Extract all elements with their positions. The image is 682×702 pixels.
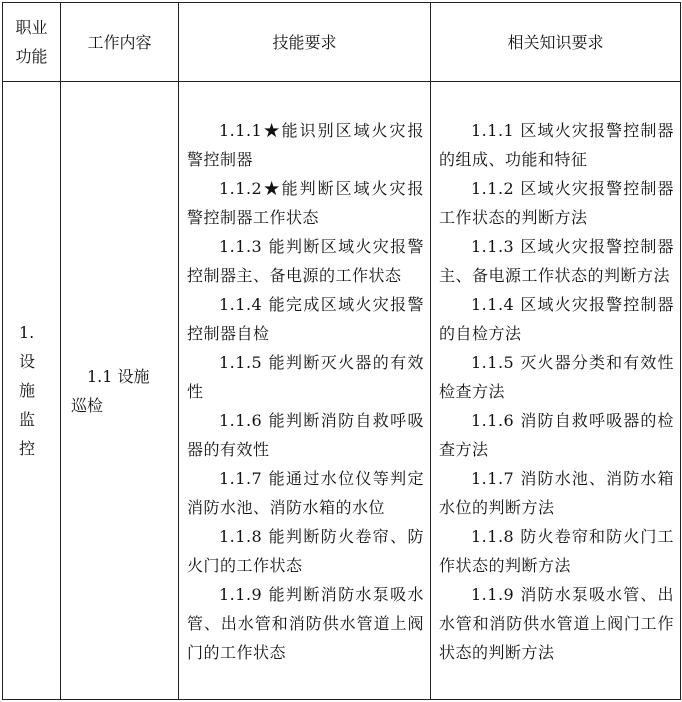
knowledge-item: 1.1.6 消防自救呼吸器的检查方法 (439, 411, 674, 459)
skill-standard-table (2, 2, 681, 700)
skill-item: 1.1.1★能识别区域火灾报警控制器 (187, 121, 424, 169)
knowledge-item: 1.1.3 区域火灾报警控制器主、备电源工作状态的判断方法 (439, 237, 674, 285)
work-content-line1: 1.1 设施 (87, 366, 150, 386)
skill-item: 1.1.6 能判断消防自救呼吸器的有效性 (187, 411, 424, 459)
job-function-char: 设 (19, 352, 36, 371)
knowledge-requirements-cell (431, 82, 681, 700)
skill-requirements-cell (179, 82, 431, 700)
knowledge-item: 1.1.5 灭火器分类和有效性检查方法 (439, 353, 674, 401)
job-function-number: 1. (19, 323, 35, 342)
work-content-cell (61, 82, 179, 700)
skill-item: 1.1.3 能判断区域火灾报警控制器主、备电源的工作状态 (187, 237, 424, 285)
job-function-cell (3, 82, 61, 700)
header-knowledge-requirements: 相关知识要求 (431, 3, 681, 82)
skill-item: 1.1.2★能判断区域火灾报警控制器工作状态 (187, 179, 424, 227)
skill-item: 1.1.7 能通过水位仪等判定消防水池、消防水箱的水位 (187, 469, 424, 517)
table-header-row (3, 3, 681, 82)
job-function-char: 监 (19, 410, 36, 429)
knowledge-item: 1.1.4 区域火灾报警控制器的自检方法 (439, 295, 674, 343)
header-job-function-line1: 职业 (15, 18, 48, 37)
skill-item: 1.1.5 能判断灭火器的有效性 (187, 353, 424, 401)
skill-item: 1.1.4 能完成区域火灾报警控制器自检 (187, 295, 424, 343)
header-job-function (3, 3, 61, 82)
knowledge-item: 1.1.9 消防水泵吸水管、出水管和消防供水管道上阀门工作状态的判断方法 (439, 585, 674, 662)
knowledge-item: 1.1.7 消防水池、消防水箱水位的判断方法 (439, 469, 674, 517)
header-work-content: 工作内容 (61, 3, 179, 82)
job-function-char: 施 (19, 381, 36, 400)
skill-item: 1.1.9 能判断消防水泵吸水管、出水管和消防供水管道上阀门的工作状态 (187, 585, 424, 662)
header-job-function-line2: 功能 (15, 47, 48, 66)
knowledge-item: 1.1.1 区域火灾报警控制器的组成、功能和特征 (439, 121, 674, 169)
knowledge-item: 1.1.2 区域火灾报警控制器工作状态的判断方法 (439, 179, 674, 227)
header-skill-requirements: 技能要求 (179, 3, 431, 82)
table-row (3, 82, 681, 700)
work-content-line2: 巡检 (71, 395, 104, 415)
knowledge-item: 1.1.8 防火卷帘和防火门工作状态的判断方法 (439, 527, 674, 575)
skill-item: 1.1.8 能判断防火卷帘、防火门的工作状态 (187, 527, 424, 575)
job-function-char: 控 (19, 439, 36, 458)
